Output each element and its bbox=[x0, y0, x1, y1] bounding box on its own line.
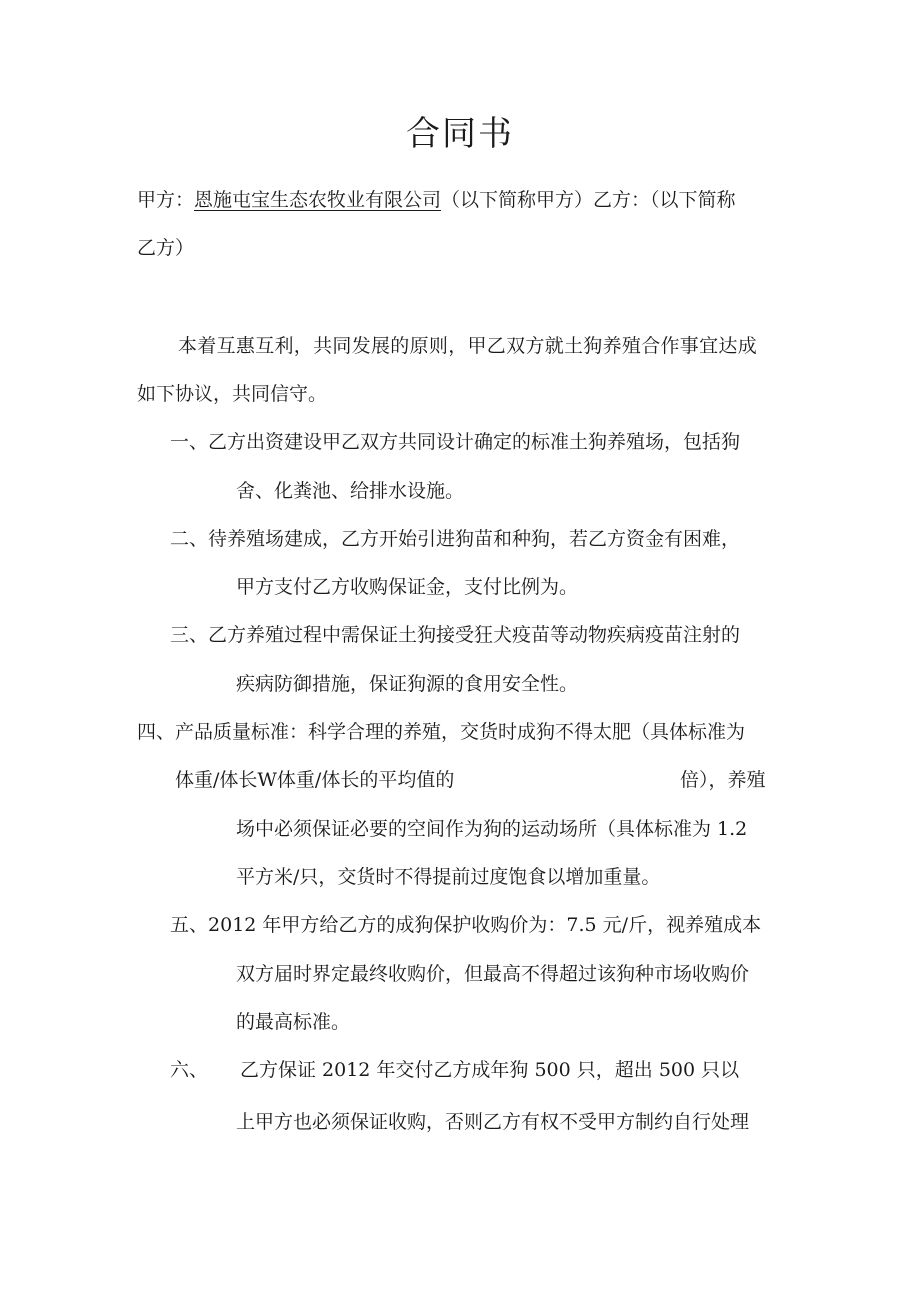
clause-4-line-2b: 倍），养殖 bbox=[680, 769, 766, 791]
clause-5 bbox=[170, 911, 761, 939]
clause-4-line-4: 平方米/只，交货时不得提前过度饱食以增加重量。 bbox=[236, 866, 661, 888]
party-a-suffix: （以下简称甲方）乙方：（以下简称 bbox=[441, 189, 736, 211]
document-title: 合同书 bbox=[406, 114, 514, 154]
party-a-label: 甲方： bbox=[137, 189, 195, 211]
parties-line bbox=[137, 186, 736, 214]
party-a-name: 恩施屯宝生态农牧业有限公司 bbox=[194, 189, 442, 211]
clause-2 bbox=[170, 525, 740, 553]
clause-2-number: 二、 bbox=[170, 528, 209, 550]
clause-4-line-3: 场中必须保证必要的空间作为狗的运动场所（具体标准为 1.2 bbox=[236, 818, 748, 840]
clause-4 bbox=[137, 718, 745, 746]
clause-3-number: 三、 bbox=[170, 624, 209, 646]
clause-5-line-2: 双方届时界定最终收购价，但最高不得超过该狗种市场收购价 bbox=[236, 963, 750, 985]
party-b-suffix: 乙方） bbox=[137, 237, 195, 259]
clause-3-line-1: 乙方养殖过程中需保证土狗接受狂犬疫苗等动物疾病疫苗注射的 bbox=[208, 624, 741, 646]
clause-6-number: 六、 bbox=[170, 1059, 209, 1081]
clause-1-number: 一、 bbox=[170, 431, 209, 453]
clause-3 bbox=[170, 621, 740, 649]
clause-3-line-2: 疾病防御措施，保证狗源的食用安全性。 bbox=[236, 673, 579, 695]
clause-2-line-2: 甲方支付乙方收购保证金，支付比例为。 bbox=[236, 576, 579, 598]
clause-4-line-1: 产品质量标准：科学合理的养殖，交货时成狗不得太肥（具体标准为 bbox=[175, 721, 746, 743]
clause-2-line-1: 待养殖场建成，乙方开始引进狗苗和种狗，若乙方资金有困难， bbox=[208, 528, 741, 550]
clause-6-line-1: 乙方保证 2012 年交付乙方成年狗 500 只，超出 500 只以 bbox=[240, 1059, 740, 1081]
clause-6-line-2: 上甲方也必须保证收购，否则乙方有权不受甲方制约自行处理 bbox=[236, 1111, 750, 1133]
clause-5-line-1: 2012 年甲方给乙方的成狗保护收购价为：7.5 元/斤，视养殖成本 bbox=[208, 914, 762, 936]
clause-4-number: 四、 bbox=[137, 721, 176, 743]
preamble-line-1: 本着互惠互利，共同发展的原则，甲乙双方就土狗养殖合作事宜达成 bbox=[178, 335, 758, 357]
clause-1-line-1: 乙方出资建设甲乙双方共同设计确定的标准土狗养殖场，包括狗 bbox=[208, 431, 741, 453]
clause-4-line-2a: 体重/体长W体重/体长的平均值的 bbox=[175, 769, 455, 791]
clause-5-number: 五、 bbox=[170, 914, 209, 936]
clause-1-line-2: 舍、化粪池、给排水设施。 bbox=[236, 480, 465, 502]
clause-1 bbox=[170, 428, 740, 456]
preamble-line-2: 如下协议，共同信守。 bbox=[137, 383, 328, 405]
clause-5-line-3: 的最高标准。 bbox=[236, 1011, 351, 1033]
